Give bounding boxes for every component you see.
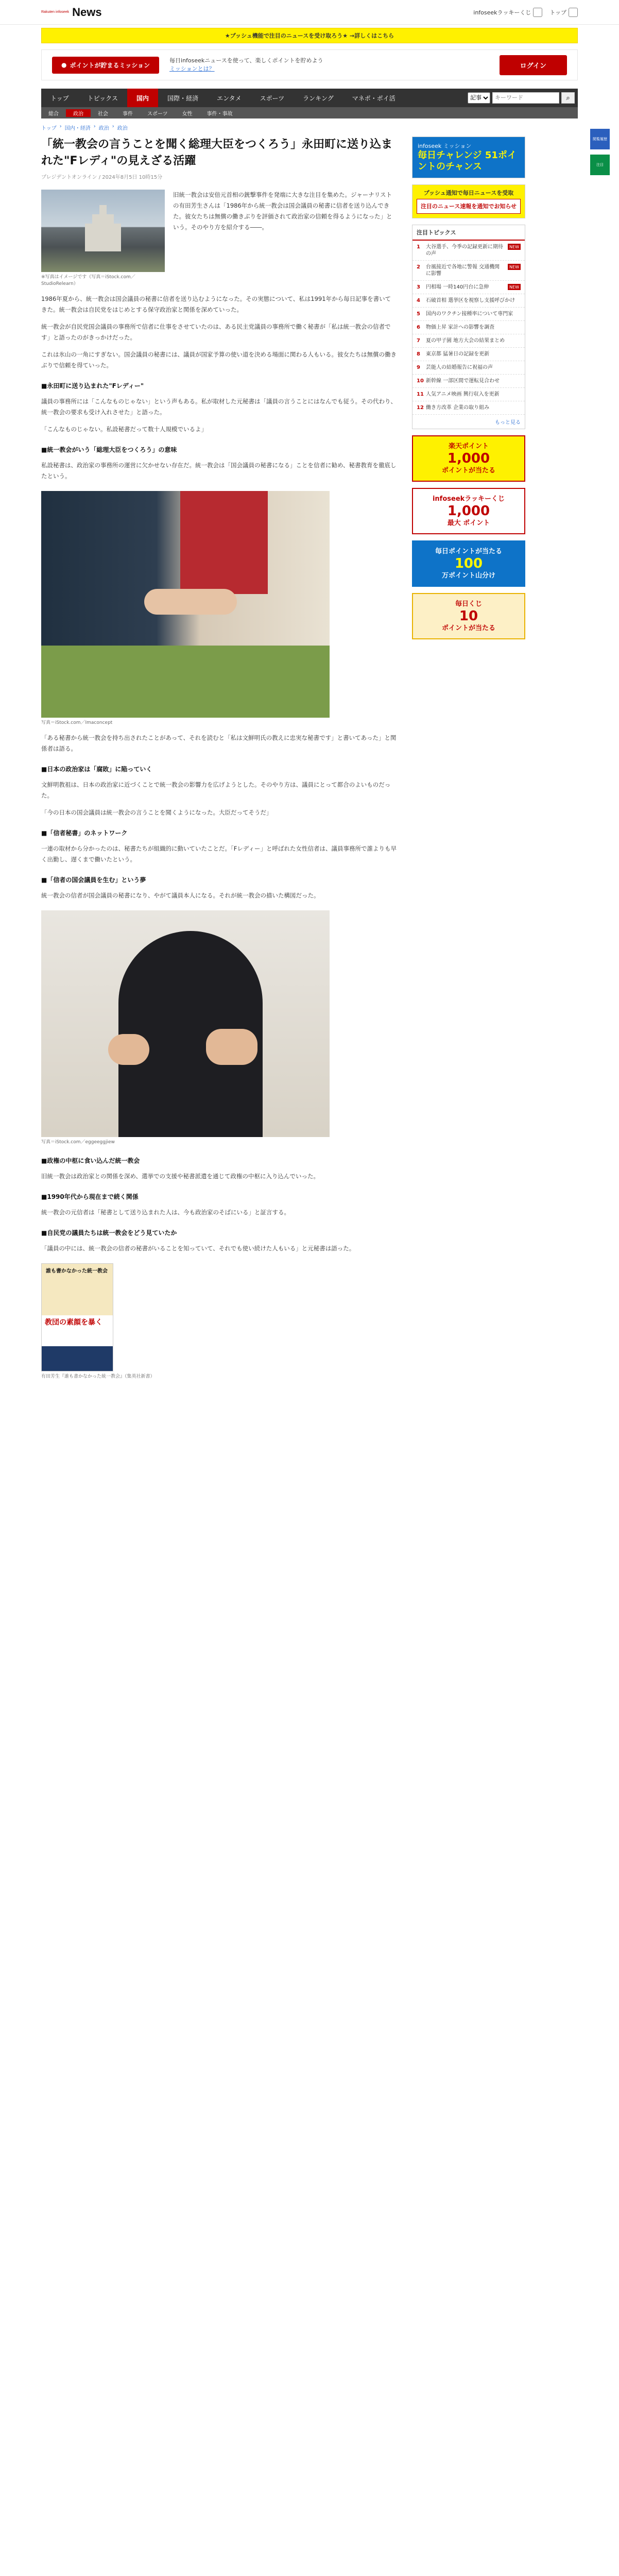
topic-item[interactable] xyxy=(412,261,525,281)
article-thumbnail xyxy=(41,190,165,287)
topic-item[interactable] xyxy=(412,281,525,294)
subnav-item[interactable]: 総合 xyxy=(48,111,59,117)
book-subtitle: 教団の素顔を暴く xyxy=(42,1315,113,1346)
banner-text: ポイントが当たる xyxy=(441,467,495,474)
subnav-item[interactable]: 女性 xyxy=(182,111,193,117)
topic-rank: 6 xyxy=(417,325,420,330)
new-badge: NEW xyxy=(508,284,521,290)
point-mission-label: ポイントが貯まるミッション xyxy=(70,61,150,69)
mission-ad[interactable] xyxy=(412,137,525,178)
coin-icon: ● xyxy=(61,61,67,69)
search-icon: ⌕ xyxy=(566,94,570,101)
breadcrumb-separator: › xyxy=(112,124,114,129)
ad-headline: 注目のニュース速報を通知でお知らせ xyxy=(417,199,521,214)
photo-caption: 写真＝iStock.com／eggeeggjiew xyxy=(41,1140,115,1145)
topic-title: 台風接近で各地に警報 交通機関に影響 xyxy=(426,264,500,277)
breadcrumb-item[interactable]: トップ xyxy=(41,126,57,131)
photo-detail xyxy=(180,491,268,594)
topic-title: 夏の甲子園 地方大会の結果まとめ xyxy=(426,338,505,344)
main-nav xyxy=(41,89,578,107)
lucky-banner[interactable] xyxy=(412,488,525,534)
topic-rank: 9 xyxy=(417,365,420,370)
topic-rank: 2 xyxy=(417,264,420,270)
nav-search xyxy=(468,92,578,104)
paragraph: 統一教会の元信者は「秘書として送り込まれた人は、今も政治家のそばにいる」と証言する。 xyxy=(41,1209,290,1216)
new-badge: NEW xyxy=(508,244,521,250)
nav-item-2[interactable] xyxy=(127,89,158,107)
paragraph: 一連の取材から分かったのは、秘書たちが組織的に動いていたことだ。「Fレディー」と呼ばれた女性信者は、議員事務所で誰よりも早く出勤し、遅くまで働いたという。 xyxy=(41,845,397,863)
mission-promo xyxy=(41,49,578,80)
paragraph: 統一教会が自民党国会議員の事務所で信者に仕事をさせていたのは、ある民主党議員の事務所で働く秘書が「私は統一教会の信者です」と語ったのがきっかけだった。 xyxy=(41,323,391,341)
more-topics-link[interactable]: もっと見る xyxy=(495,420,521,426)
topic-rank: 7 xyxy=(417,338,420,344)
subnav-item[interactable]: 事件・事故 xyxy=(207,111,233,117)
nav-item-label: エンタメ xyxy=(217,94,242,102)
home-icon xyxy=(569,8,578,17)
nav-item-label: 国内 xyxy=(136,94,149,102)
banner-amount: 100 xyxy=(454,556,483,571)
photo-detail xyxy=(206,1029,257,1065)
article-lead: 旧統一教会は安倍元首相の銃撃事件を発端に大きな注目を集めた。ジャーナリストの有田芳生さんは「1986年から統一教会は国会議員の秘書に信者を送り込んできた。彼女たちは無償の働きぶりを評価されて政治家の信頼を得るようになった」という。そのやり方を紹介する――。 xyxy=(173,191,392,231)
article-meta: プレジデントオンライン / 2024年8月5日 10時15分 xyxy=(41,175,163,180)
breadcrumb-item[interactable]: 政治 xyxy=(117,126,128,131)
top-label: トップ xyxy=(549,9,566,16)
paragraph: これは氷山の一角にすぎない。国会議員の秘書には、議員が国家予算の使い道を決める場面に関わる人もいる。彼女たちは無償の働きぶりで信頼を得ていった。 xyxy=(41,351,397,369)
photo-detail xyxy=(41,646,330,718)
paragraph: 「議員の中には、統一教会の信者の秘書がいることを知っていて、それでも使い続けた人もいる」と元秘書は語った。 xyxy=(41,1245,355,1252)
topic-item[interactable] xyxy=(412,348,525,361)
history-widget[interactable]: 閲覧履歴 xyxy=(590,129,610,149)
banner-text: 毎日くじ xyxy=(455,600,482,608)
topic-title: 大谷選手、今季の記録更新に期待の声 xyxy=(426,244,503,257)
breadcrumb-item[interactable]: 国内・経済 xyxy=(64,126,91,131)
ad-label: infoseek ミッション xyxy=(418,143,472,149)
subnav-item[interactable]: 社会 xyxy=(98,111,108,117)
floating-widgets xyxy=(590,129,610,175)
topic-item[interactable] xyxy=(412,361,525,375)
breadcrumb-separator: › xyxy=(59,124,62,129)
topic-item[interactable] xyxy=(412,401,525,415)
topic-title: 国内のワクチン接種率について専門家 xyxy=(426,311,513,317)
breadcrumb-item[interactable]: 政治 xyxy=(98,126,109,131)
quote: 「今の日本の国会議員は統一教会の言うことを聞くようになった。大臣だってそうだ」 xyxy=(41,809,272,816)
topic-title: 円相場 一時140円台に急伸 xyxy=(426,284,489,290)
topic-rank: 3 xyxy=(417,284,420,290)
paragraph: 私設秘書は、政治家の事務所の運営に欠かせない存在だ。統一教会は「国会議員の秘書になる」ことを信者に勧め、秘書教育を徹底したという。 xyxy=(41,462,397,480)
topic-title: 新幹線 一部区間で運転見合わせ xyxy=(426,378,500,384)
banner-text: ポイントが当たる xyxy=(441,624,495,632)
topic-item[interactable] xyxy=(412,308,525,321)
logo-brand: Rakuten infoseek xyxy=(41,10,70,14)
mission-help-link[interactable]: ミッションとは？ xyxy=(169,65,215,72)
banner-text: 最大 ポイント xyxy=(447,519,490,527)
topics-box xyxy=(412,225,525,429)
section-heading: ■自民党の議員たちは統一教会をどう見ていたか xyxy=(41,1229,177,1236)
ticket-icon xyxy=(533,8,542,17)
section-heading: ■1990年代から現在まで続く関係 xyxy=(41,1193,139,1200)
section-heading: ■永田町に送り込まれた"Fレディー" xyxy=(41,382,144,389)
nav-item-label: スポーツ xyxy=(260,94,285,102)
nav-item-label: 国際・経済 xyxy=(167,94,199,102)
section-heading: ■日本の政治家は「腐敗」に陥っていく xyxy=(41,766,152,773)
kuji-banner[interactable] xyxy=(412,593,525,639)
nav-item-0[interactable] xyxy=(41,89,78,107)
section-heading: ■政権の中枢に食い込んだ統一教会 xyxy=(41,1157,140,1164)
breadcrumb-separator: › xyxy=(93,124,96,129)
search-scope-select[interactable] xyxy=(468,92,490,104)
daily-banner[interactable] xyxy=(412,540,525,587)
banner-text: 万ポイント山分け xyxy=(441,572,495,580)
paragraph: 文鮮明教祖は、日本の政治家に近づくことで統一教会の影響力を広げようとした。そのやり方は、議員にとって都合のよいものだった。 xyxy=(41,781,391,799)
topic-item[interactable] xyxy=(412,241,525,261)
topic-title: 石破首相 選挙区を視察し支援呼びかけ xyxy=(426,298,515,303)
topic-rank: 5 xyxy=(417,311,420,317)
promo-text xyxy=(169,57,323,73)
paragraph: 議員の事務所には「こんなものじゃない」という声もある。私が取材した元秘書は「議員の言うことにはなんでも従う。その代わり、統一教会の要求も受け入れさせた」と語った。 xyxy=(41,398,397,416)
banner-text: 楽天ポイント xyxy=(448,443,489,450)
ad-label: プッシュ通知で毎日ニュースを受取 xyxy=(423,190,514,196)
login-button[interactable]: ログイン xyxy=(500,55,567,75)
top-link[interactable] xyxy=(549,8,578,17)
section-heading: ■統一教会がいう「総理大臣をつくろう」の意味 xyxy=(41,446,177,453)
handshake-photo xyxy=(41,491,330,718)
paragraph: 旧統一教会は政治家との関係を深め、選挙での支援や秘書派遣を通じて政権の中枢に入り込んでいった。 xyxy=(41,1173,320,1180)
nav-item-5[interactable] xyxy=(251,89,294,107)
topic-title: 人気アニメ映画 興行収入を更新 xyxy=(426,392,500,397)
logo-news: News xyxy=(72,5,102,19)
topic-item[interactable] xyxy=(412,294,525,308)
nav-item-3[interactable] xyxy=(158,89,208,107)
paragraph: 1986年夏から、統一教会は国会議員の秘書に信者を送り込むようになった。その実態について、私は1991年から毎日記事を書いてきた。統一教会は自民党をはじめとする保守政治家と関係を深めていった。 xyxy=(41,295,391,313)
quote: 「こんなものじゃない。私設秘書だって数十人規模でいるよ」 xyxy=(41,426,207,433)
site-header xyxy=(0,0,619,25)
nav-item-4[interactable] xyxy=(208,89,251,107)
topic-item[interactable] xyxy=(412,334,525,348)
promo-text-line: 毎日infoseekニュースを使って、楽しくポイントを貯めよう xyxy=(169,57,323,64)
ad-headline: 毎日チャレンジ 51ポイントのチャンス xyxy=(418,150,517,172)
suit-handshake-photo xyxy=(41,910,330,1137)
nav-item-1[interactable] xyxy=(78,89,127,107)
topic-rank: 4 xyxy=(417,298,420,303)
site-logo[interactable] xyxy=(41,6,102,19)
subnav-item[interactable]: スポーツ xyxy=(147,111,168,117)
featured-widget[interactable]: 注目 xyxy=(590,155,610,175)
push-notice-banner[interactable]: ★プッシュ機能で注目のニュースを受け取ろう★ →詳しくはこちら xyxy=(41,28,578,43)
photo-caption: 写真＝iStock.com／Imaconcept xyxy=(41,720,113,725)
nav-item-6[interactable] xyxy=(294,89,343,107)
topic-title: 物価上昇 家計への影響を調査 xyxy=(426,325,495,330)
banner-amount: 10 xyxy=(459,608,478,624)
nav-item-label: マネポ・ポイ活 xyxy=(352,94,396,102)
book-cover[interactable] xyxy=(41,1263,113,1371)
article xyxy=(41,137,397,1380)
sidebar xyxy=(412,137,525,1380)
subnav-item[interactable]: 政治 xyxy=(66,109,91,117)
book-cover-band xyxy=(42,1346,113,1371)
paragraph: 「ある秘書から統一教会を持ち出されたことがあって、それを読むと「私は文鮮明氏の教えに忠実な秘書です」と書いてあった」と関係者は語る。 xyxy=(41,734,397,752)
subnav-item[interactable]: 事件 xyxy=(123,111,133,117)
topic-rank: 10 xyxy=(417,378,424,384)
paragraph: 統一教会の信者が国会議員の秘書になり、やがて議員本人になる。それが統一教会の描いた構図だった。 xyxy=(41,892,320,899)
banner-amount: 1,000 xyxy=(447,503,490,519)
point-banner[interactable] xyxy=(412,435,525,482)
topic-title: 働き方改革 企業の取り組み xyxy=(426,405,490,411)
nav-item-label: トピックス xyxy=(87,94,118,102)
banner-text: 毎日ポイントが当たる xyxy=(435,548,502,555)
topic-item[interactable] xyxy=(412,388,525,401)
topics-heading: 注目トピックス xyxy=(412,225,525,241)
point-mission-button[interactable] xyxy=(52,57,159,74)
topic-rank: 12 xyxy=(417,405,424,411)
topic-rank: 1 xyxy=(417,244,420,250)
lucky-link[interactable] xyxy=(473,8,542,17)
lucky-label: infoseekラッキーくじ xyxy=(473,9,531,16)
photo-detail xyxy=(144,589,237,615)
topic-item[interactable] xyxy=(412,375,525,388)
section-heading: ■「信者秘書」のネットワーク xyxy=(41,829,128,837)
topic-title: 芸能人の結婚報告に祝福の声 xyxy=(426,365,493,370)
thumb-caption: ※写真はイメージです（写真＝iStock.com／StudioRelearn） xyxy=(41,275,135,286)
section-heading: ■「信者の国会議員を生む」という夢 xyxy=(41,876,146,884)
nav-item-label: トップ xyxy=(50,94,69,102)
breadcrumb xyxy=(41,124,578,131)
search-input[interactable] xyxy=(492,92,559,104)
topic-item[interactable] xyxy=(412,321,525,334)
photo-detail xyxy=(108,1034,149,1065)
article-title: 「統一教会の言うことを聞く総理大臣をつくろう」永田町に送り込まれた"Fレディ"の見えざる活躍 xyxy=(41,138,393,167)
book-title: 誰も書かなかった統一教会 xyxy=(42,1264,113,1315)
topic-rank: 8 xyxy=(417,351,420,357)
sub-nav xyxy=(41,107,578,118)
nav-item-7[interactable] xyxy=(343,89,405,107)
topic-title: 東京都 猛暑日の記録を更新 xyxy=(426,351,490,357)
nav-item-label: ランキング xyxy=(303,94,334,102)
banner-amount: 1,000 xyxy=(447,451,490,466)
push-ad[interactable] xyxy=(412,184,525,218)
topic-rank: 11 xyxy=(417,392,424,397)
new-badge: NEW xyxy=(508,264,521,270)
search-button[interactable] xyxy=(561,92,575,104)
book-caption: 有田芳生『誰も書かなかった統一教会』（集英社新書） xyxy=(41,1374,155,1379)
banner-text: infoseekラッキーくじ xyxy=(432,495,505,503)
diet-building-image xyxy=(41,190,165,272)
